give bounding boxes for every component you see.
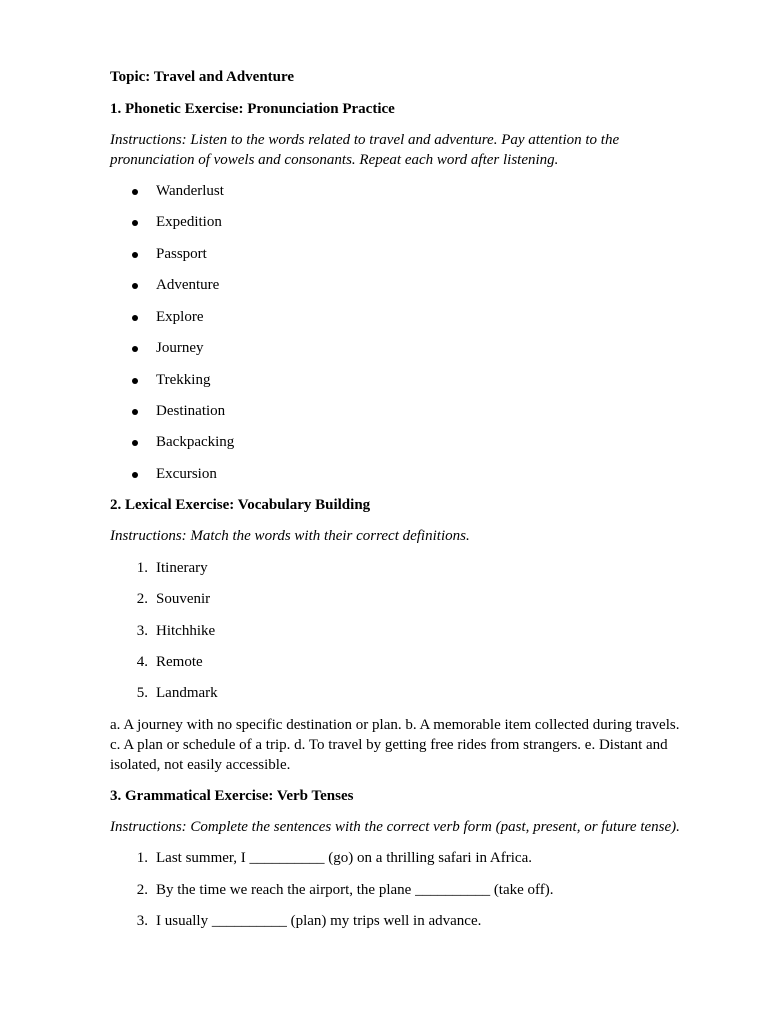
bullet-icon bbox=[132, 440, 138, 446]
bullet-icon bbox=[132, 409, 138, 415]
section-2-heading: 2. Lexical Exercise: Vocabulary Building bbox=[110, 497, 371, 513]
definitions-line3: isolated, not easily accessible. bbox=[110, 757, 291, 773]
list-item: Journey bbox=[156, 340, 204, 356]
definitions-line1: a. A journey with no specific destination or plan. b. A memorable item collected during travels. bbox=[110, 717, 680, 733]
list-item: By the time we reach the airport, the plane __________ (take off). bbox=[156, 882, 554, 898]
list-item: Remote bbox=[156, 654, 203, 670]
list-item: Last summer, I __________ (go) on a thrilling safari in Africa. bbox=[156, 850, 532, 866]
bullet-icon bbox=[132, 252, 138, 258]
list-item: Landmark bbox=[156, 685, 218, 701]
bullet-icon bbox=[132, 283, 138, 289]
list-item: Trekking bbox=[156, 372, 211, 388]
list-number: 1. bbox=[136, 560, 148, 576]
section-1-instructions-line2: pronunciation of vowels and consonants. Repeat each word after listening. bbox=[110, 152, 559, 168]
section-1-instructions-line1: Instructions: Listen to the words related to travel and adventure. Pay attention to the bbox=[110, 132, 620, 148]
list-item: Destination bbox=[156, 403, 226, 419]
list-item: Adventure bbox=[156, 277, 220, 293]
list-item: Excursion bbox=[156, 466, 217, 482]
list-item: Itinerary bbox=[156, 560, 208, 576]
bullet-icon bbox=[132, 189, 138, 195]
section-1-heading: 1. Phonetic Exercise: Pronunciation Practice bbox=[110, 101, 395, 117]
definitions-line2: c. A plan or schedule of a trip. d. To travel by getting free rides from strangers. e. Distant and bbox=[110, 737, 668, 753]
bullet-icon bbox=[132, 378, 138, 384]
list-item: Wanderlust bbox=[156, 183, 224, 199]
list-number: 2. bbox=[136, 882, 148, 898]
list-item: Hitchhike bbox=[156, 623, 216, 639]
list-number: 3. bbox=[136, 913, 148, 929]
list-item: Passport bbox=[156, 246, 207, 262]
list-item: Backpacking bbox=[156, 434, 235, 450]
list-number: 5. bbox=[136, 685, 148, 701]
section-3-instructions: Instructions: Complete the sentences with the correct verb form (past, present, or future tense). bbox=[110, 819, 680, 835]
list-number: 2. bbox=[136, 591, 148, 607]
list-item: Explore bbox=[156, 309, 204, 325]
list-number: 3. bbox=[136, 623, 148, 639]
bullet-icon bbox=[132, 220, 138, 226]
topic-title: Topic: Travel and Adventure bbox=[110, 69, 295, 85]
list-item: Souvenir bbox=[156, 591, 211, 607]
bullet-icon bbox=[132, 346, 138, 352]
section-3-heading: 3. Grammatical Exercise: Verb Tenses bbox=[110, 788, 354, 804]
bullet-icon bbox=[132, 315, 138, 321]
section-2-instructions: Instructions: Match the words with their correct definitions. bbox=[110, 528, 470, 544]
list-number: 1. bbox=[136, 850, 148, 866]
list-item: Expedition bbox=[156, 214, 222, 230]
bullet-icon bbox=[132, 472, 138, 478]
list-number: 4. bbox=[136, 654, 148, 670]
list-item: I usually __________ (plan) my trips well in advance. bbox=[156, 913, 482, 929]
